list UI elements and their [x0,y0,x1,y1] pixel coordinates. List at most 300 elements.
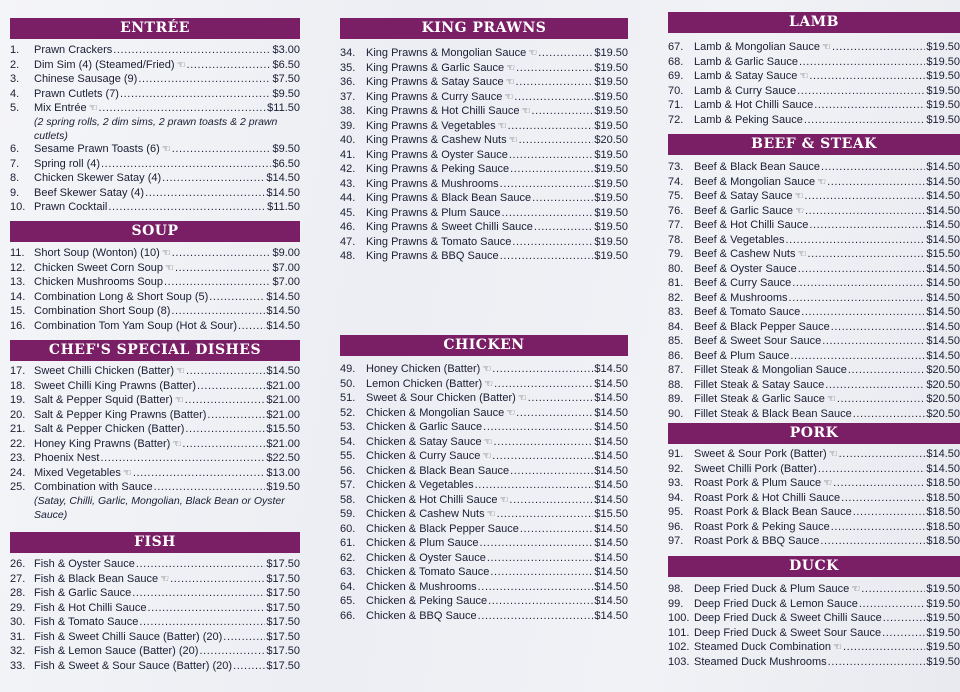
leader-dots [138,72,271,87]
menu-item [340,522,628,537]
item-number: 75. [668,190,684,202]
hand-pointer-icon: ☜ [165,262,174,274]
item-name: Sesame Prawn Toasts (6) [34,143,160,155]
menu-item [10,58,300,73]
item-name: Beef & Oyster Sauce [694,262,797,275]
leader-dots [821,160,925,175]
item-price: $17.50 [266,587,300,599]
menu-item [668,534,960,549]
menu-item [340,478,628,493]
leader-dots [108,200,266,215]
leader-dots [528,391,594,406]
leader-dots [162,171,265,186]
item-price: $14.50 [594,537,628,549]
menu-item [668,597,960,612]
item-price: $14.50 [266,305,300,317]
leader-dots [538,46,593,61]
item-number: 40. [340,134,356,146]
item-name: Lamb & Garlic Sauce [694,55,798,68]
leader-dots [207,408,265,423]
hand-pointer-icon: ☜ [122,467,132,479]
menu-item [340,377,628,392]
item-price: $18.50 [926,535,960,547]
menu-item [668,447,960,462]
item-number: 12. [10,261,26,274]
item-name: Deep Fried Duck & Lemon Sauce [694,597,858,610]
item-price: $17.50 [266,601,300,614]
menu-item [10,43,300,58]
hand-pointer-icon: ☜ [482,364,492,375]
item-name: Fish & Sweet Chilli Sauce (Batter) (20) [34,630,223,643]
item-number: 14. [10,290,26,303]
item-number: 99. [668,597,684,610]
item-number: 31. [10,630,26,643]
item-name: Chicken Skewer Satay (4) [34,172,162,184]
menu-item [340,580,628,595]
item-price: $14.50 [926,335,960,347]
item-name: King Prawns & Black Bean Sauce [366,192,532,204]
item-number: 74. [668,175,684,188]
item-number: 93. [668,477,684,489]
item-name: Sweet Chilli King Prawns (Batter) [34,379,197,392]
item-price: $14.50 [266,319,300,332]
section-header-entree: ENTRÉE [10,18,300,39]
leader-dots [209,290,265,305]
item-price: $14.50 [926,349,960,362]
item-number: 24. [10,466,26,479]
item-price: $18.50 [926,491,960,504]
section-header-beef-steak: BEEF & STEAK [668,134,960,155]
item-name: Beef & Mushrooms [694,291,788,304]
hand-pointer-icon: ☜ [161,144,171,155]
item-price: $17.50 [266,558,300,570]
item-price: $17.50 [266,659,300,672]
item-name: Chicken & Curry Sauce [366,450,481,462]
menu-item [340,449,628,464]
item-price: $20.50 [594,134,628,146]
item-number: 21. [10,423,26,435]
item-number: 94. [668,491,684,504]
item-name: Sweet & Sour Chicken (Batter) [366,392,516,404]
leader-dots [154,480,266,495]
item-name: Lamb & Satay Sauce [694,70,798,82]
menu-item [668,113,960,128]
leader-dots [490,565,593,580]
item-number: 11. [10,247,25,259]
menu-item [340,594,628,609]
leader-dots [848,363,925,378]
item-number: 16. [10,319,26,332]
item-name: Chicken Sweet Corn Soup [34,261,164,274]
item-name: Honey Chicken (Batter) [366,363,481,375]
menu-item [668,582,960,597]
item-name: Beef & Plum Sauce [694,349,790,362]
hand-pointer-icon: ☜ [486,509,496,520]
section-header-lamb: LAMB [668,12,960,33]
leader-dots [509,148,594,163]
entree-note-text: (2 spring rolls, 2 dim sims, 2 prawn toasts & 2 prawn cutlets) [34,116,278,142]
menu-item [340,391,628,406]
menu-item [668,98,960,113]
item-price: $14.50 [926,306,960,318]
item-number: 87. [668,364,684,376]
menu-item [668,520,960,535]
item-name: Roast Pork & BBQ Sauce [694,535,820,547]
hand-pointer-icon: ☜ [517,393,527,404]
menu-item [340,206,628,221]
item-price: $14.50 [926,262,960,275]
item-price: $19.50 [594,61,628,74]
chefs-special-note-text: (Satay, Chilli, Garlic, Mongolian, Black Bean or Oyster Sauce) [34,495,285,521]
item-number: 100. [668,612,690,624]
item-name: King Prawns & Mushrooms [366,177,499,190]
item-number: 83. [668,306,684,318]
item-number: 61. [340,537,356,549]
item-price: $13.00 [266,466,300,479]
item-number: 18. [10,379,26,392]
leader-dots [843,640,925,655]
hand-pointer-icon: ☜ [88,103,98,114]
menu-item [340,464,628,479]
menu-item [10,557,300,572]
leader-dots [139,615,265,630]
menu-item [340,191,628,206]
item-price: $11.50 [267,102,300,114]
item-price: $19.50 [926,583,960,595]
item-number: 57. [340,479,356,491]
leader-dots [814,98,925,113]
leader-dots [494,435,594,450]
item-price: $19.50 [926,55,960,68]
item-price: $14.50 [266,290,300,303]
item-number: 15. [10,305,26,317]
leader-dots [827,175,925,190]
leader-dots [804,189,925,204]
leader-dots [789,291,926,306]
item-price: $14.50 [594,479,628,491]
hand-pointer-icon: ☜ [832,642,842,653]
item-price: $14.50 [594,580,628,593]
menu-item [340,493,628,508]
item-number: 7. [10,157,20,170]
item-price: $14.50 [594,551,628,564]
item-price: $14.50 [926,462,960,475]
menu-item [10,186,300,201]
item-price: $19.50 [926,612,960,624]
item-price: $19.50 [926,70,960,82]
item-name: Deep Fried Duck & Sweet Chilli Sauce [694,612,882,624]
item-price: $14.50 [926,161,960,173]
menu-item [10,171,300,186]
leader-dots [809,218,925,233]
leader-dots [516,75,594,90]
menu-item [340,536,628,551]
leader-dots [500,177,594,192]
menu-item [10,408,300,423]
item-price: $19.50 [594,90,628,103]
item-price: $7.50 [272,73,300,85]
item-name: Fish & Oyster Sauce [34,558,135,570]
item-number: 97. [668,535,684,547]
item-number: 55. [340,450,356,462]
item-price: $18.50 [926,477,960,489]
menu-item [668,392,960,407]
leader-dots [494,377,593,392]
item-number: 88. [668,378,684,391]
item-name: Fillet Steak & Garlic Sauce [694,393,825,405]
item-price: $21.00 [266,437,300,450]
item-name: Deep Fried Duck & Sweet Sour Sauce [694,626,882,639]
item-name: Beef & Satay Sauce [694,190,793,202]
hand-pointer-icon: ☜ [795,205,805,217]
leader-dots [790,349,925,364]
menu-item [10,480,300,495]
menu-item [340,235,628,250]
menu-item [668,320,960,335]
item-name: King Prawns & Tomato Sauce [366,235,512,248]
item-name: Chicken & Tomato Sauce [366,566,490,578]
leader-dots [861,582,925,597]
hand-pointer-icon: ☜ [508,135,518,146]
item-name: Beef & Cashew Nuts [694,248,796,260]
menu-item [668,276,960,291]
item-price: $19.50 [594,163,628,175]
item-number: 4. [10,87,20,100]
item-number: 46. [340,221,356,233]
beef-steak-list [668,160,960,421]
hand-pointer-icon: ☜ [521,106,531,117]
leader-dots [801,305,925,320]
item-number: 22. [10,437,26,450]
item-name: Chicken & Mongolian Sauce [366,406,505,419]
hand-pointer-icon: ☜ [174,395,184,406]
item-name: King Prawns & Hot Chilli Sauce [366,105,520,117]
leader-dots [101,157,271,172]
menu-item [668,305,960,320]
leader-dots [832,40,925,55]
leader-dots [797,84,925,99]
menu-item [10,142,300,157]
menu-item [340,551,628,566]
hand-pointer-icon: ☜ [506,407,516,419]
menu-item [10,157,300,172]
leader-dots [502,206,594,221]
item-name: King Prawns & Cashew Nuts [366,134,507,146]
item-price: $14.50 [594,595,628,607]
menu-item [668,626,960,641]
leader-dots [136,557,265,572]
leader-dots [882,626,925,641]
leader-dots [488,594,593,609]
leader-dots [883,611,926,626]
item-name: Chicken & Garlic Sauce [366,421,483,433]
item-number: 89. [668,393,684,405]
menu-item [340,90,628,105]
item-name: Salt & Pepper Chicken (Batter) [34,423,185,435]
leader-dots [497,507,594,522]
item-name: Beef & Vegetables [694,233,785,246]
item-price: $14.50 [926,448,960,460]
leader-dots [113,43,271,58]
item-number: 52. [340,406,356,419]
leader-dots [238,319,265,334]
item-price: $19.50 [266,481,300,493]
menu-item [10,393,300,408]
leader-dots [187,58,272,73]
leader-dots [199,644,265,659]
item-name: King Prawns & Curry Sauce [366,90,503,103]
menu-item [340,177,628,192]
item-number: 8. [10,172,20,184]
pork-list [668,447,960,549]
menu-item [10,246,300,261]
item-number: 36. [340,76,356,88]
item-price: $3.00 [272,44,300,56]
leader-dots [185,422,265,437]
item-number: 32. [10,645,26,657]
item-name: Salt & Pepper King Prawns (Batter) [34,408,207,421]
hand-pointer-icon: ☜ [506,62,516,74]
leader-dots [809,69,925,84]
item-name: King Prawns & BBQ Sauce [366,250,499,262]
item-number: 54. [340,435,356,448]
item-name: Sweet Chilli Chicken (Batter) [34,365,174,377]
leader-dots [807,247,925,262]
hand-pointer-icon: ☜ [851,584,861,595]
item-number: 34. [340,47,356,59]
item-name: Fillet Steak & Black Bean Sauce [694,407,852,420]
menu-item [340,220,628,235]
item-price: $14.50 [266,172,300,184]
menu-item [668,349,960,364]
leader-dots [509,493,593,508]
item-number: 41. [340,148,356,161]
leader-dots [798,262,926,277]
menu-item [340,420,628,435]
item-price: $15.50 [266,423,300,435]
hand-pointer-icon: ☜ [483,436,493,448]
item-price: $15.50 [594,508,628,520]
item-number: 60. [340,522,356,535]
item-price: $14.50 [594,406,628,419]
item-name: Roast Pork & Plum Sauce [694,477,822,489]
item-number: 80. [668,262,684,275]
leader-dots [859,597,925,612]
leader-dots [799,55,925,70]
leader-dots [534,220,593,235]
item-number: 44. [340,192,356,204]
leader-dots [510,162,593,177]
item-number: 50. [340,377,356,390]
king-prawns-list [340,46,628,264]
menu-item [10,200,300,215]
leader-dots [828,655,926,670]
leader-dots [164,275,271,290]
item-name: Steamed Duck Combination [694,641,831,653]
leader-dots [822,334,925,349]
item-number: 51. [340,392,356,404]
menu-item [668,476,960,491]
menu-item [340,435,628,450]
leader-dots [820,534,925,549]
leader-dots [500,249,594,264]
item-number: 68. [668,55,684,68]
item-number: 17. [10,365,26,377]
menu-item [668,378,960,393]
item-price: $19.50 [926,84,960,97]
item-number: 9. [10,186,20,199]
item-price: $14.50 [594,421,628,433]
leader-dots [508,119,594,134]
item-name: Prawn Cocktail [34,201,108,213]
section-header-duck: DUCK [668,556,960,577]
leader-dots [492,449,593,464]
leader-dots [132,586,265,601]
leader-dots [786,233,926,248]
leader-dots [532,191,593,206]
menu-item [340,249,628,264]
item-price: $14.50 [594,609,628,622]
menu-item [10,364,300,379]
item-number: 98. [668,583,684,595]
duck-list [668,582,960,669]
menu-item [668,233,960,248]
item-name: Lamb & Mongolian Sauce [694,41,820,53]
menu-item [340,148,628,163]
leader-dots [853,505,926,520]
menu-item [668,407,960,422]
menu-item [10,601,300,616]
item-number: 20. [10,408,26,421]
hand-pointer-icon: ☜ [160,573,170,585]
hand-pointer-icon: ☜ [482,451,492,462]
item-number: 58. [340,493,356,506]
leader-dots [223,630,265,645]
leader-dots [148,601,266,616]
item-price: $14.50 [926,233,960,246]
item-price: $14.50 [926,320,960,333]
item-number: 72. [668,113,684,126]
hand-pointer-icon: ☜ [172,438,182,450]
menu-item [10,290,300,305]
hand-pointer-icon: ☜ [176,366,185,377]
section-header-soup: SOUP [10,221,300,242]
fish-list [10,557,300,673]
item-name: Deep Fried Duck & Plum Sauce [694,583,850,595]
item-name: Fish & Sweet & Sour Sauce (Batter) (20) [34,659,233,672]
menu-item [10,572,300,587]
item-name: Combination Tom Yam Soup (Hot & Sour) [34,319,237,332]
item-number: 13. [10,276,26,288]
menu-item [10,304,300,319]
item-price: $11.50 [267,201,300,213]
item-name: Steamed Duck Mushrooms [694,655,827,668]
leader-dots [171,304,265,319]
item-price: $14.50 [594,522,628,535]
leader-dots [186,364,265,379]
item-name: Chicken & Mushrooms [366,580,477,593]
hand-pointer-icon: ☜ [794,191,804,202]
leader-dots [831,320,926,335]
item-price: $14.50 [594,363,628,375]
leader-dots [804,113,925,128]
item-number: 101. [668,626,690,639]
item-number: 2. [10,58,20,71]
item-price: $14.50 [926,291,960,304]
menu-item [668,611,960,626]
item-price: $19.50 [594,105,628,117]
item-price: $18.50 [926,520,960,533]
